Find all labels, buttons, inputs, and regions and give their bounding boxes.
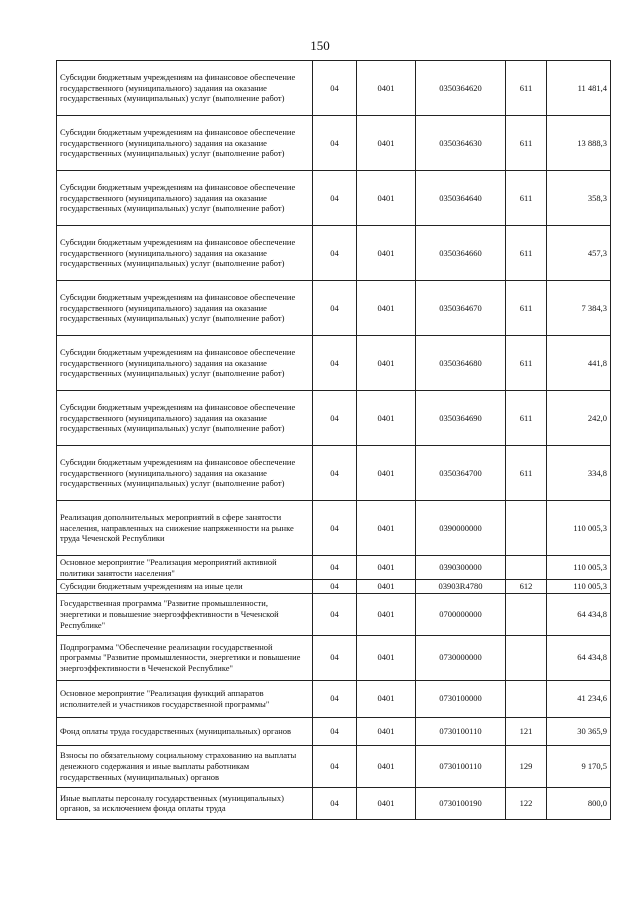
row-ved: 04 <box>313 336 357 391</box>
row-vr: 129 <box>506 745 547 787</box>
row-csr: 0390300000 <box>416 556 506 580</box>
row-name: Субсидии бюджетным учреждениям на финансовое обеспечение государственного (муниципального) задания на оказание государственных (муниципальных) услуг (выполнение работ) <box>57 281 313 336</box>
table-row <box>57 787 611 819</box>
row-vr <box>506 635 547 680</box>
row-rzpr: 0401 <box>357 580 416 594</box>
row-csr: 0350364680 <box>416 336 506 391</box>
table-row <box>57 680 611 717</box>
row-sum: 800,0 <box>547 787 611 819</box>
row-sum: 30 365,9 <box>547 717 611 745</box>
row-rzpr: 0401 <box>357 61 416 116</box>
row-sum: 64 434,8 <box>547 635 611 680</box>
row-ved: 04 <box>313 556 357 580</box>
row-name: Фонд оплаты труда государственных (муниципальных) органов <box>57 717 313 745</box>
row-sum: 9 170,5 <box>547 745 611 787</box>
row-ved: 04 <box>313 281 357 336</box>
row-ved: 04 <box>313 593 357 635</box>
row-csr: 0350364660 <box>416 226 506 281</box>
row-vr: 611 <box>506 61 547 116</box>
row-name: Субсидии бюджетным учреждениям на финансовое обеспечение государственного (муниципального) задания на оказание государственных (муниципальных) услуг (выполнение работ) <box>57 391 313 446</box>
row-csr: 0350364700 <box>416 446 506 501</box>
row-csr: 0730100110 <box>416 717 506 745</box>
table-row <box>57 593 611 635</box>
table-row <box>57 717 611 745</box>
row-ved: 04 <box>313 446 357 501</box>
row-sum: 110 005,3 <box>547 501 611 556</box>
row-rzpr: 0401 <box>357 391 416 446</box>
row-csr: 0700000000 <box>416 593 506 635</box>
row-vr <box>506 556 547 580</box>
table-row <box>57 61 611 116</box>
budget-table <box>56 60 611 820</box>
row-rzpr: 0401 <box>357 556 416 580</box>
row-sum: 334,8 <box>547 446 611 501</box>
row-csr: 0730100110 <box>416 745 506 787</box>
row-sum: 110 005,3 <box>547 556 611 580</box>
table-row <box>57 580 611 594</box>
row-rzpr: 0401 <box>357 226 416 281</box>
row-name: Субсидии бюджетным учреждениям на иные цели <box>57 580 313 594</box>
row-sum: 41 234,6 <box>547 680 611 717</box>
row-rzpr: 0401 <box>357 745 416 787</box>
row-csr: 0350364620 <box>416 61 506 116</box>
table-row <box>57 116 611 171</box>
table-row <box>57 391 611 446</box>
row-vr: 611 <box>506 226 547 281</box>
row-ved: 04 <box>313 635 357 680</box>
row-rzpr: 0401 <box>357 717 416 745</box>
row-name: Подпрограмма "Обеспечение реализации государственной программы "Развитие промышленности, энергетики и повышение энергоэффективности в Чеченской Республике" <box>57 635 313 680</box>
row-rzpr: 0401 <box>357 501 416 556</box>
row-name: Субсидии бюджетным учреждениям на финансовое обеспечение государственного (муниципального) задания на оказание государственных (муниципальных) услуг (выполнение работ) <box>57 336 313 391</box>
row-csr: 0390000000 <box>416 501 506 556</box>
row-vr: 611 <box>506 336 547 391</box>
row-vr: 611 <box>506 446 547 501</box>
row-ved: 04 <box>313 680 357 717</box>
row-vr <box>506 501 547 556</box>
row-sum: 64 434,8 <box>547 593 611 635</box>
row-vr: 121 <box>506 717 547 745</box>
row-csr: 0350364630 <box>416 116 506 171</box>
table-row <box>57 336 611 391</box>
row-rzpr: 0401 <box>357 336 416 391</box>
row-vr: 611 <box>506 391 547 446</box>
row-csr: 0730000000 <box>416 635 506 680</box>
row-ved: 04 <box>313 501 357 556</box>
row-ved: 04 <box>313 580 357 594</box>
row-name: Взносы по обязательному социальному страхованию на выплаты денежного содержания и иные выплаты работникам государственных (муниципальных) органов <box>57 745 313 787</box>
table-row <box>57 171 611 226</box>
row-sum: 441,8 <box>547 336 611 391</box>
table-row <box>57 556 611 580</box>
row-ved: 04 <box>313 391 357 446</box>
table-row <box>57 281 611 336</box>
row-sum: 110 005,3 <box>547 580 611 594</box>
row-csr: 0730100000 <box>416 680 506 717</box>
row-ved: 04 <box>313 745 357 787</box>
row-ved: 04 <box>313 61 357 116</box>
row-sum: 358,3 <box>547 171 611 226</box>
table-row <box>57 635 611 680</box>
row-csr: 0350364640 <box>416 171 506 226</box>
row-sum: 11 481,4 <box>547 61 611 116</box>
row-csr: 0350364690 <box>416 391 506 446</box>
row-rzpr: 0401 <box>357 281 416 336</box>
row-ved: 04 <box>313 717 357 745</box>
row-sum: 13 888,3 <box>547 116 611 171</box>
row-rzpr: 0401 <box>357 116 416 171</box>
row-csr: 0350364670 <box>416 281 506 336</box>
row-rzpr: 0401 <box>357 787 416 819</box>
row-vr: 611 <box>506 281 547 336</box>
table-row <box>57 501 611 556</box>
page-number: 150 <box>310 38 330 53</box>
row-sum: 7 384,3 <box>547 281 611 336</box>
row-vr: 611 <box>506 171 547 226</box>
row-vr: 612 <box>506 580 547 594</box>
row-name: Государственная программа "Развитие промышленности, энергетики и повышение энергоэффективности в Чеченской Республике" <box>57 593 313 635</box>
row-rzpr: 0401 <box>357 635 416 680</box>
row-rzpr: 0401 <box>357 680 416 717</box>
row-name: Субсидии бюджетным учреждениям на финансовое обеспечение государственного (муниципального) задания на оказание государственных (муниципальных) услуг (выполнение работ) <box>57 116 313 171</box>
row-csr: 0730100190 <box>416 787 506 819</box>
row-rzpr: 0401 <box>357 593 416 635</box>
row-csr: 03903R4780 <box>416 580 506 594</box>
row-ved: 04 <box>313 116 357 171</box>
row-ved: 04 <box>313 171 357 226</box>
row-ved: 04 <box>313 787 357 819</box>
row-name: Иные выплаты персоналу государственных (муниципальных) органов, за исключением фонда оплаты труда <box>57 787 313 819</box>
row-name: Субсидии бюджетным учреждениям на финансовое обеспечение государственного (муниципального) задания на оказание государственных (муниципальных) услуг (выполнение работ) <box>57 226 313 281</box>
row-name: Субсидии бюджетным учреждениям на финансовое обеспечение государственного (муниципального) задания на оказание государственных (муниципальных) услуг (выполнение работ) <box>57 171 313 226</box>
row-name: Субсидии бюджетным учреждениям на финансовое обеспечение государственного (муниципального) задания на оказание государственных (муниципальных) услуг (выполнение работ) <box>57 446 313 501</box>
row-name: Основное мероприятие "Реализация мероприятий активной политики занятости населения" <box>57 556 313 580</box>
row-name: Реализация дополнительных мероприятий в сфере занятости населения, направленных на снижение напряженности на рынке труда Чеченской Республики <box>57 501 313 556</box>
row-rzpr: 0401 <box>357 446 416 501</box>
table-row <box>57 745 611 787</box>
row-vr: 122 <box>506 787 547 819</box>
row-vr <box>506 593 547 635</box>
row-vr <box>506 680 547 717</box>
table-row <box>57 446 611 501</box>
row-rzpr: 0401 <box>357 171 416 226</box>
row-name: Основное мероприятие "Реализация функций аппаратов исполнителей и участников государственной программы" <box>57 680 313 717</box>
row-vr: 611 <box>506 116 547 171</box>
table-row <box>57 226 611 281</box>
row-sum: 242,0 <box>547 391 611 446</box>
row-name: Субсидии бюджетным учреждениям на финансовое обеспечение государственного (муниципального) задания на оказание государственных (муниципальных) услуг (выполнение работ) <box>57 61 313 116</box>
row-ved: 04 <box>313 226 357 281</box>
row-sum: 457,3 <box>547 226 611 281</box>
